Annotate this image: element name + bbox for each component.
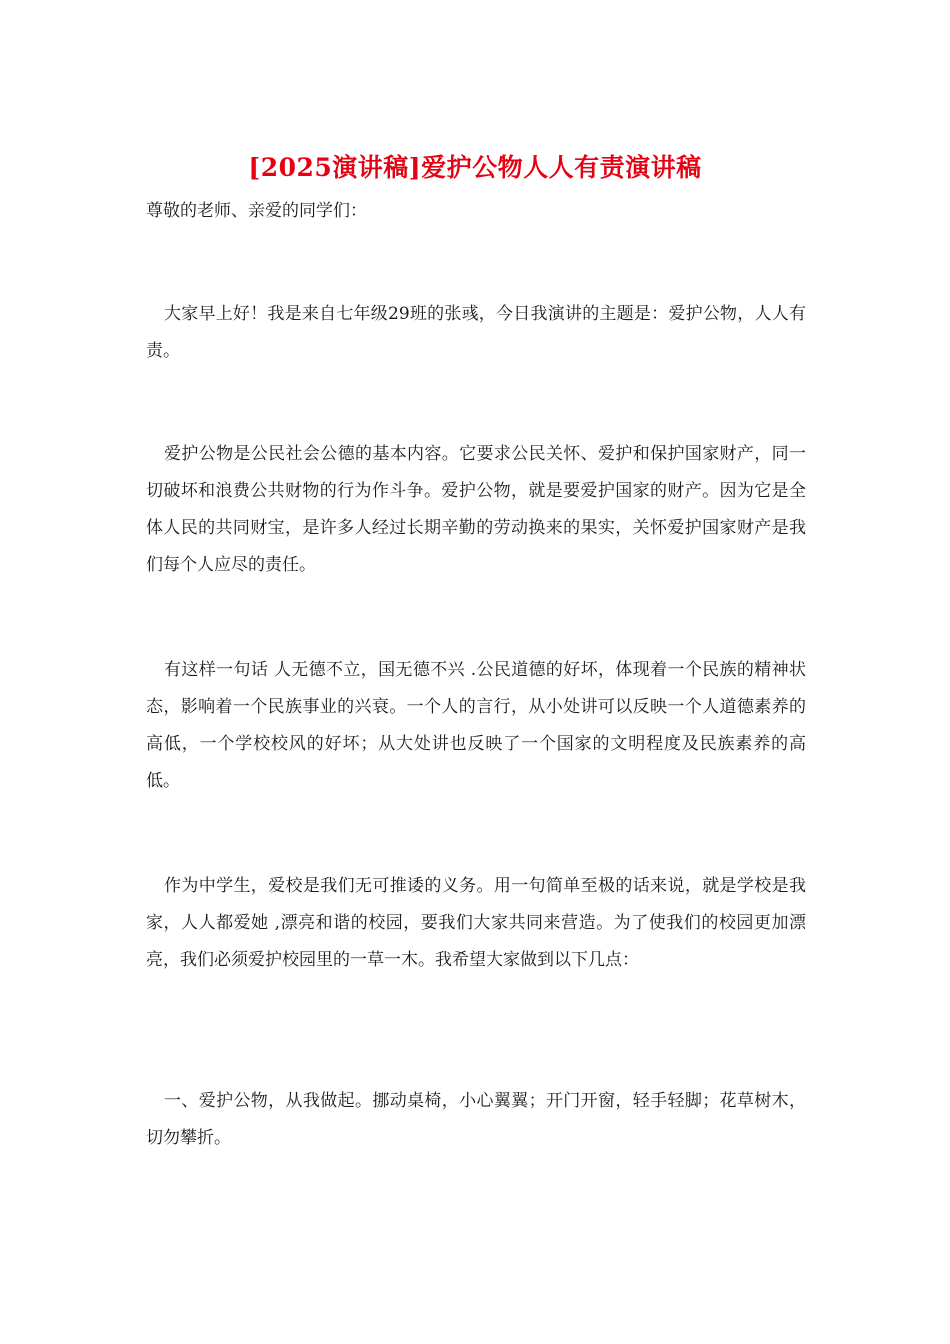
greeting: 尊敬的老师、亲爱的同学们： (146, 201, 367, 221)
paragraph-4: 作为中学生，爱校是我们无可推诿的义务。用一句简单至极的话来说，就是学校是我家，人人都爱她 ,漂亮和谐的校园，要我们大家共同来营造。为了使我们的校园更加漂亮，我们必须爱护校园里的一草一木。我希望大家做到以下几点： (146, 876, 806, 970)
document-title: [2025演讲稿]爱护公物人人有责演讲稿 (248, 153, 702, 182)
paragraph-1: 大家早上好！我是来自七年级29班的张彧，今日我演讲的主题是：爱护公物，人人有责。 (146, 304, 806, 361)
paragraph-2: 爱护公物是公民社会公德的基本内容。它要求公民关怀、爱护和保护国家财产，同一切破坏和浪费公共财物的行为作斗争。爱护公物，就是要爱护国家的财产。因为它是全体人民的共同财宝，是许多人经过长期辛勤的劳动换来的果实，关怀爱护国家财产是我们每个人应尽的责任。 (146, 444, 806, 575)
paragraph-5: 一、爱护公物，从我做起。挪动桌椅，小心翼翼；开门开窗，轻手轻脚；花草树木，切勿攀折。 (146, 1091, 806, 1148)
paragraph-3: 有这样一句话 人无德不立，国无德不兴 .公民道德的好坏，体现着一个民族的精神状态，影响着一个民族事业的兴衰。一个人的言行，从小处讲可以反映一个人道德素养的高低，一个学校校风的好坏；从大处讲也反映了一个国家的文明程度及民族素养的高低。 (146, 660, 806, 791)
